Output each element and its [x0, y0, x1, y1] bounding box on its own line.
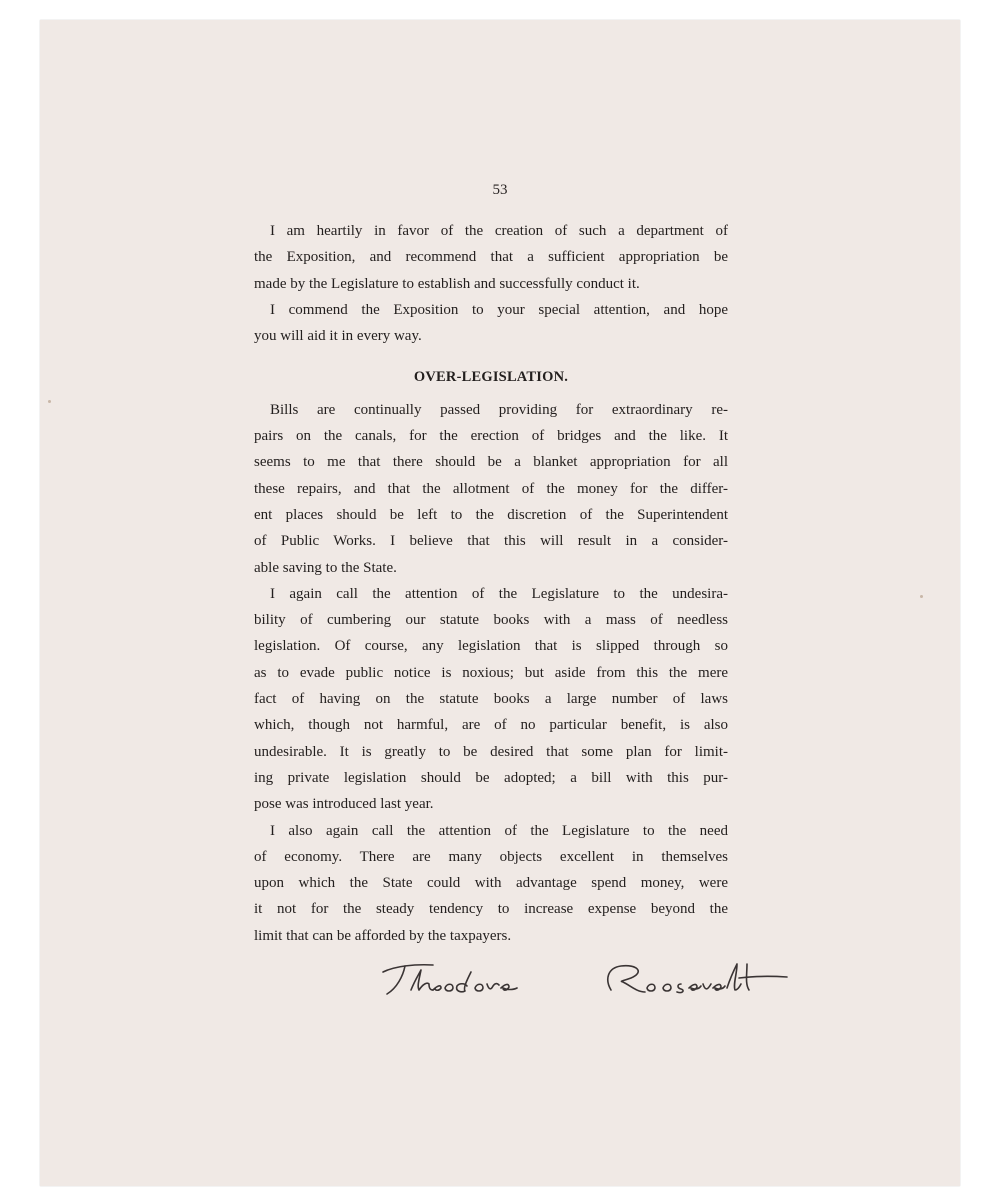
text-line: ent places should be left to the discretion of the Superintendent — [254, 506, 728, 523]
text-line: pairs on the canals, for the erection of bridges and the like. It — [254, 428, 728, 445]
section-heading: OVER-LEGISLATION. — [413, 369, 569, 386]
paragraph — [254, 297, 728, 350]
text-line: I commend the Exposition to your special attention, and hope — [270, 301, 728, 318]
text-line: ing private legislation should be adopted; a bill with this pur- — [254, 769, 728, 786]
paragraph — [254, 581, 728, 818]
text-line: bility of cumbering our statute books with a mass of needless — [254, 612, 728, 629]
text-line: as to evade public notice is noxious; but aside from this the mere — [254, 664, 728, 681]
text-line: I am heartily in favor of the creation of such a department of — [270, 223, 728, 239]
text-line: of economy. There are many objects excellent in themselves — [254, 848, 728, 865]
handwritten-signature-icon — [375, 950, 795, 1010]
document-page — [40, 20, 960, 1186]
text-line: fact of having on the statute books a large number of laws — [254, 691, 728, 708]
text-line: legislation. Of course, any legislation that is slipped through so — [254, 638, 728, 655]
paragraph — [254, 218, 728, 297]
body-text — [254, 218, 728, 949]
intro-paragraphs — [254, 218, 728, 349]
text-line: undesirable. It is greatly to be desired that some plan for limit- — [254, 743, 728, 760]
page-number: 53 — [492, 182, 508, 198]
text-line: made by the Legislature to establish and successfully conduct it. — [254, 275, 640, 292]
paragraph — [254, 818, 728, 949]
text-line: of Public Works. I believe that this will result in a consider- — [254, 533, 728, 550]
text-line: seems to me that there should be a blanket appropriation for all — [254, 454, 728, 471]
text-line: the Exposition, and recommend that a sufficient appropriation be — [254, 249, 728, 266]
text-line: these repairs, and that the allotment of the money for the differ- — [254, 480, 728, 497]
text-line: upon which the State could with advantage spend money, were — [254, 875, 728, 892]
section-paragraphs — [254, 397, 728, 949]
text-line: Bills are continually passed providing for extraordinary re- — [270, 401, 728, 418]
text-line: you will aid it in every way. — [254, 328, 422, 345]
text-line: pose was introduced last year. — [254, 796, 434, 813]
text-line: able saving to the State. — [254, 559, 397, 576]
paragraph — [254, 397, 728, 581]
text-line: I again call the attention of the Legislature to the undesira- — [270, 585, 728, 602]
signature — [375, 950, 795, 1010]
text-line: I also again call the attention of the Legislature to the need — [270, 822, 728, 839]
text-line: limit that can be afforded by the taxpayers. — [254, 927, 512, 944]
text-line: it not for the steady tendency to increase expense beyond the — [254, 901, 728, 918]
text-line: which, though not harmful, are of no particular benefit, is also — [254, 717, 728, 734]
